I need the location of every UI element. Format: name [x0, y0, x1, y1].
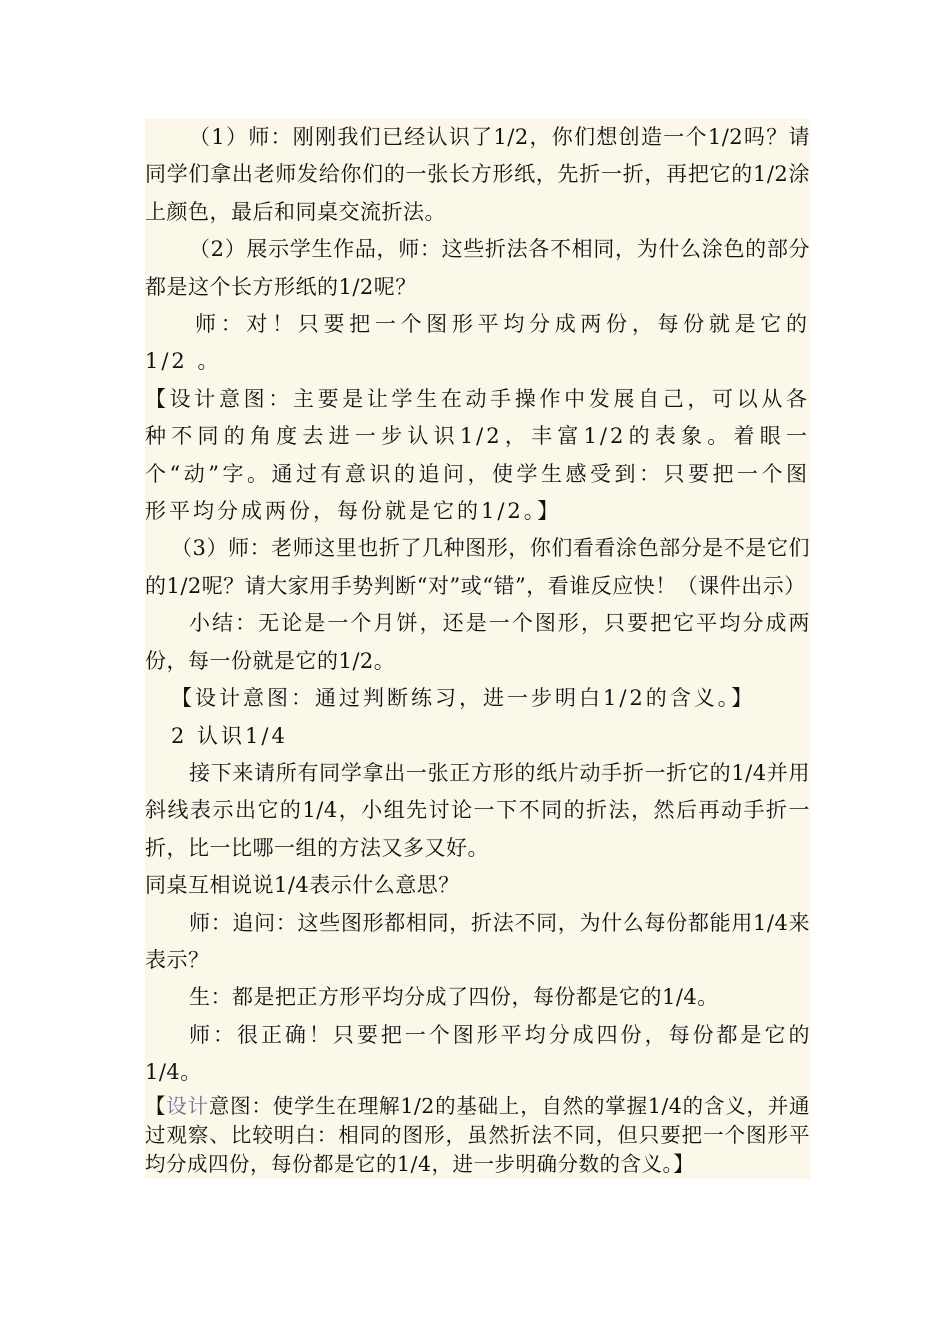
highlighted-word: 设计	[166, 1093, 209, 1118]
summary: 小结：无论是一个月饼，还是一个图形，只要把它平均分成两份，每一份就是它的1/2。	[145, 611, 810, 673]
paragraph-9: 师：很正确！只要把一个图形平均分成四份，每份都是它的 1/4。	[145, 1022, 810, 1085]
paragraph-2: （2）展示学生作品，师：这些折法各不相同，为什么涂色的部分都是这个长方形纸的1/2呢？	[145, 237, 810, 299]
section-heading: 2 认识1/4	[171, 723, 288, 748]
paragraph-3: 师：对！只要把一个图形平均分成两份，每份就是它的1/2 。	[145, 312, 810, 374]
paragraph-4: （3）师：老师这里也折了几种图形，你们看看涂色部分是不是它们的1/2呢？请大家用手势判断“对”或“错”，看谁反应快！（课件出示）	[145, 536, 810, 598]
paragraph-8: 生：都是把正方形平均分成了四份，每份都是它的1/4。	[189, 985, 719, 1010]
design-note-1: 【设计意图：主要是让学生在动手操作中发展自己，可以从各种不同的角度去进一步认识1/2，丰富1/2的表象。着眼一个“动”字。通过有意识的追问，使学生感受到：只要把一个图形平均分成两份，每份就是它的1/2。】	[145, 386, 810, 524]
document-body	[145, 119, 810, 1179]
paragraph-5: 接下来请所有同学拿出一张正方形的纸片动手折一折它的1/4并用斜线表示出它的1/4，小组先讨论一下不同的折法，然后再动手折一折，比一比哪一组的方法又多又好。	[145, 760, 810, 860]
design-note-3	[145, 1092, 810, 1179]
paragraph-6: 同桌互相说说1/4表示什么意思？	[145, 873, 460, 898]
design-note-2: 【设计意图：通过判断练习，进一步明白1/2的含义。】	[171, 686, 756, 711]
paragraph-1: （1）师：刚刚我们已经认识了1/2，你们想创造一个1/2吗？请同学们拿出老师发给你们的一张长方形纸，先折一折，再把它的1/2涂上颜色，最后和同桌交流折法。	[145, 125, 810, 224]
design-note-3-text: 意图：使学生在理解1/2的基础上，自然的掌握1/4的含义，并通过观察、比较明白：相同的图形，虽然折法不同，但只要把一个图形平均分成四份，每份都是它的1/4，进一步明确分数的含义。】	[145, 1093, 811, 1176]
paragraph-7: 师：追问：这些图形都相同，折法不同，为什么每份都能用1/4来表示？	[145, 910, 810, 972]
bracket-open: 【	[145, 1093, 167, 1118]
